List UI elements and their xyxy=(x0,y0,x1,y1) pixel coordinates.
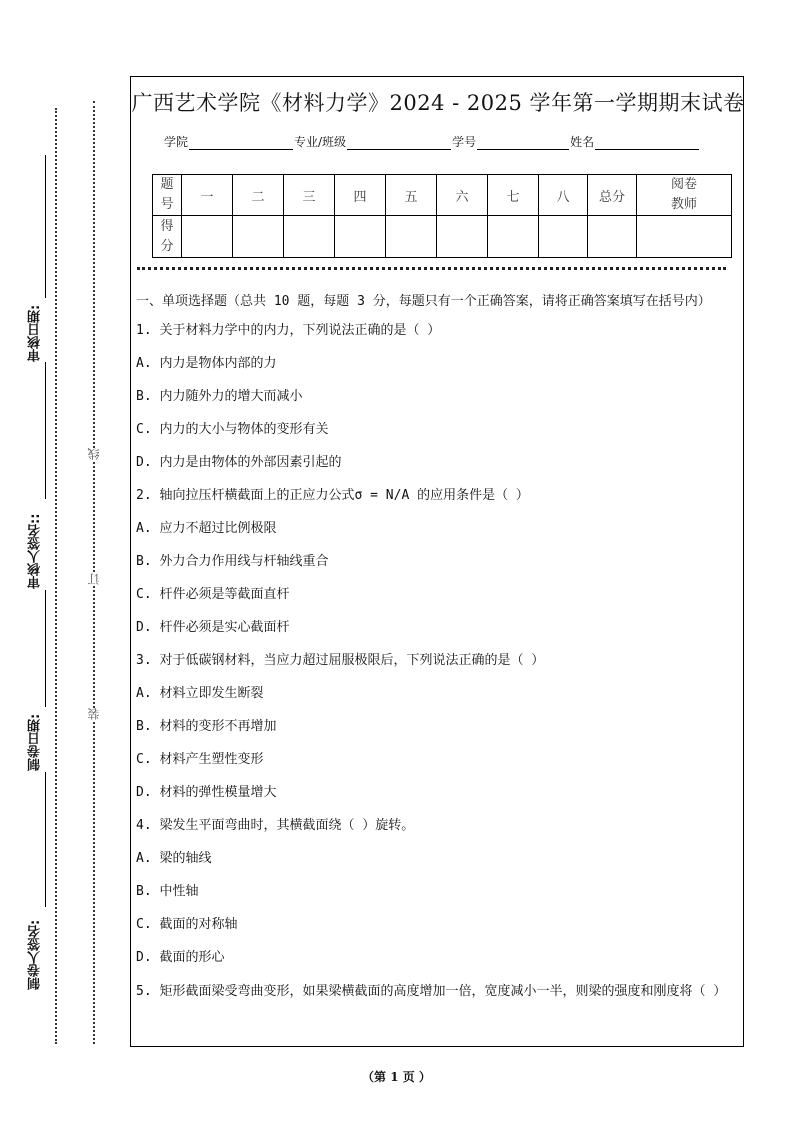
score-table-score-row xyxy=(153,216,732,258)
score-row-header xyxy=(153,216,182,258)
option: C. 内力的大小与物体的变形有关 xyxy=(136,422,329,437)
question-stem: 1. 关于材料力学中的内力，下列说法正确的是（ ） xyxy=(136,323,441,338)
prep-signature-blank xyxy=(45,772,46,907)
column-header: 一 xyxy=(182,175,233,216)
score-cell[interactable] xyxy=(182,216,233,258)
review-date-label: 审核日期: xyxy=(28,304,43,362)
header-char: 题 xyxy=(160,177,174,192)
total-score-cell[interactable] xyxy=(588,216,637,258)
major-class-field[interactable] xyxy=(347,135,451,150)
option: C. 杆件必须是等截面直杆 xyxy=(136,587,290,602)
question-stem: 3. 对于低碳钢材料，当应力超过屈服极限后，下列说法正确的是（ ） xyxy=(136,653,545,668)
column-header: 八 xyxy=(539,175,588,216)
score-cell[interactable] xyxy=(335,216,386,258)
page-number: （第 1 页 ） xyxy=(362,1070,431,1084)
column-header: 七 xyxy=(488,175,539,216)
exam-title: 广西艺术学院《材料力学》2024 - 2025 学年第一学期期末试卷 xyxy=(131,91,745,115)
score-table-header-row xyxy=(153,175,732,216)
name-field[interactable] xyxy=(595,135,699,150)
header-char: 分 xyxy=(160,238,174,254)
binding-char-staple: 订 xyxy=(87,573,101,585)
option: D. 截面的形心 xyxy=(136,950,225,965)
column-header: 五 xyxy=(386,175,437,216)
option: D. 杆件必须是实心截面杆 xyxy=(136,620,290,635)
option: C. 截面的对称轴 xyxy=(136,917,238,932)
column-header: 四 xyxy=(335,175,386,216)
question-number-header xyxy=(153,175,182,216)
option: B. 中性轴 xyxy=(136,884,199,899)
score-cell[interactable] xyxy=(539,216,588,258)
score-cell[interactable] xyxy=(488,216,539,258)
header-char: 教师 xyxy=(670,197,697,212)
binding-dotted-line-outer xyxy=(55,108,57,1044)
column-header: 三 xyxy=(284,175,335,216)
grader-header xyxy=(637,175,732,216)
column-header: 二 xyxy=(233,175,284,216)
option: B. 材料的变形不再增加 xyxy=(136,719,277,734)
name-label: 姓名 xyxy=(570,135,595,149)
option: D. 材料的弹性模量增大 xyxy=(136,785,277,800)
student-id-field[interactable] xyxy=(477,135,569,150)
option: B. 内力随外力的增大而减小 xyxy=(136,389,303,404)
option: C. 材料产生塑性变形 xyxy=(136,752,264,767)
option: A. 材料立即发生断裂 xyxy=(136,686,264,701)
college-field[interactable] xyxy=(189,135,293,150)
prep-signature-label: 制卷人签名: xyxy=(28,919,43,990)
option: A. 应力不超过比例极限 xyxy=(136,521,277,536)
review-signature-blank xyxy=(45,362,46,499)
question-stem: 4. 梁发生平面弯曲时，其横截面绕（ ）旋转。 xyxy=(136,818,415,833)
score-table xyxy=(152,174,732,258)
prep-date-blank xyxy=(45,590,46,707)
header-char: 号 xyxy=(160,197,174,212)
review-date-blank xyxy=(45,155,46,298)
header-char: 阅卷 xyxy=(670,177,697,192)
exam-page-frame xyxy=(130,76,744,1047)
option: A. 内力是物体内部的力 xyxy=(136,356,277,371)
questions-section xyxy=(136,291,740,1003)
option: B. 外力合力作用线与杆轴线重合 xyxy=(136,554,329,569)
grader-cell[interactable] xyxy=(637,216,732,258)
column-header: 六 xyxy=(437,175,488,216)
binding-char-line: 线 xyxy=(87,448,101,460)
score-cell[interactable] xyxy=(284,216,335,258)
college-label: 学院 xyxy=(164,135,189,149)
option: D. 内力是由物体的外部因素引起的 xyxy=(136,455,342,470)
question-stem: 2. 轴向拉压杆横截面上的正应力公式σ = N/A 的应用条件是（ ） xyxy=(136,488,529,503)
score-cell[interactable] xyxy=(437,216,488,258)
student-info-row xyxy=(164,133,700,150)
section-heading: 一、单项选择题（总共 10 题，每题 3 分，每题只有一个正确答案，请将正确答案填写在括号内） xyxy=(136,294,711,309)
prep-date-label: 制卷日期: xyxy=(28,713,43,771)
score-cell[interactable] xyxy=(386,216,437,258)
question-stem: 5. 矩形截面梁受弯曲变形，如果梁横截面的高度增加一倍，宽度减小一半，则梁的强度和刚度将（ ） xyxy=(136,984,727,999)
binding-char-bind: 装 xyxy=(87,708,101,720)
dotted-separator xyxy=(137,267,726,270)
major-class-label: 专业/班级 xyxy=(294,135,347,149)
review-signature-label: 审核人签名:: xyxy=(28,513,43,589)
score-cell[interactable] xyxy=(233,216,284,258)
option: A. 梁的轴线 xyxy=(136,851,212,866)
student-id-label: 学号 xyxy=(452,135,477,149)
header-char: 得 xyxy=(160,218,174,234)
total-score-header: 总分 xyxy=(588,175,637,216)
